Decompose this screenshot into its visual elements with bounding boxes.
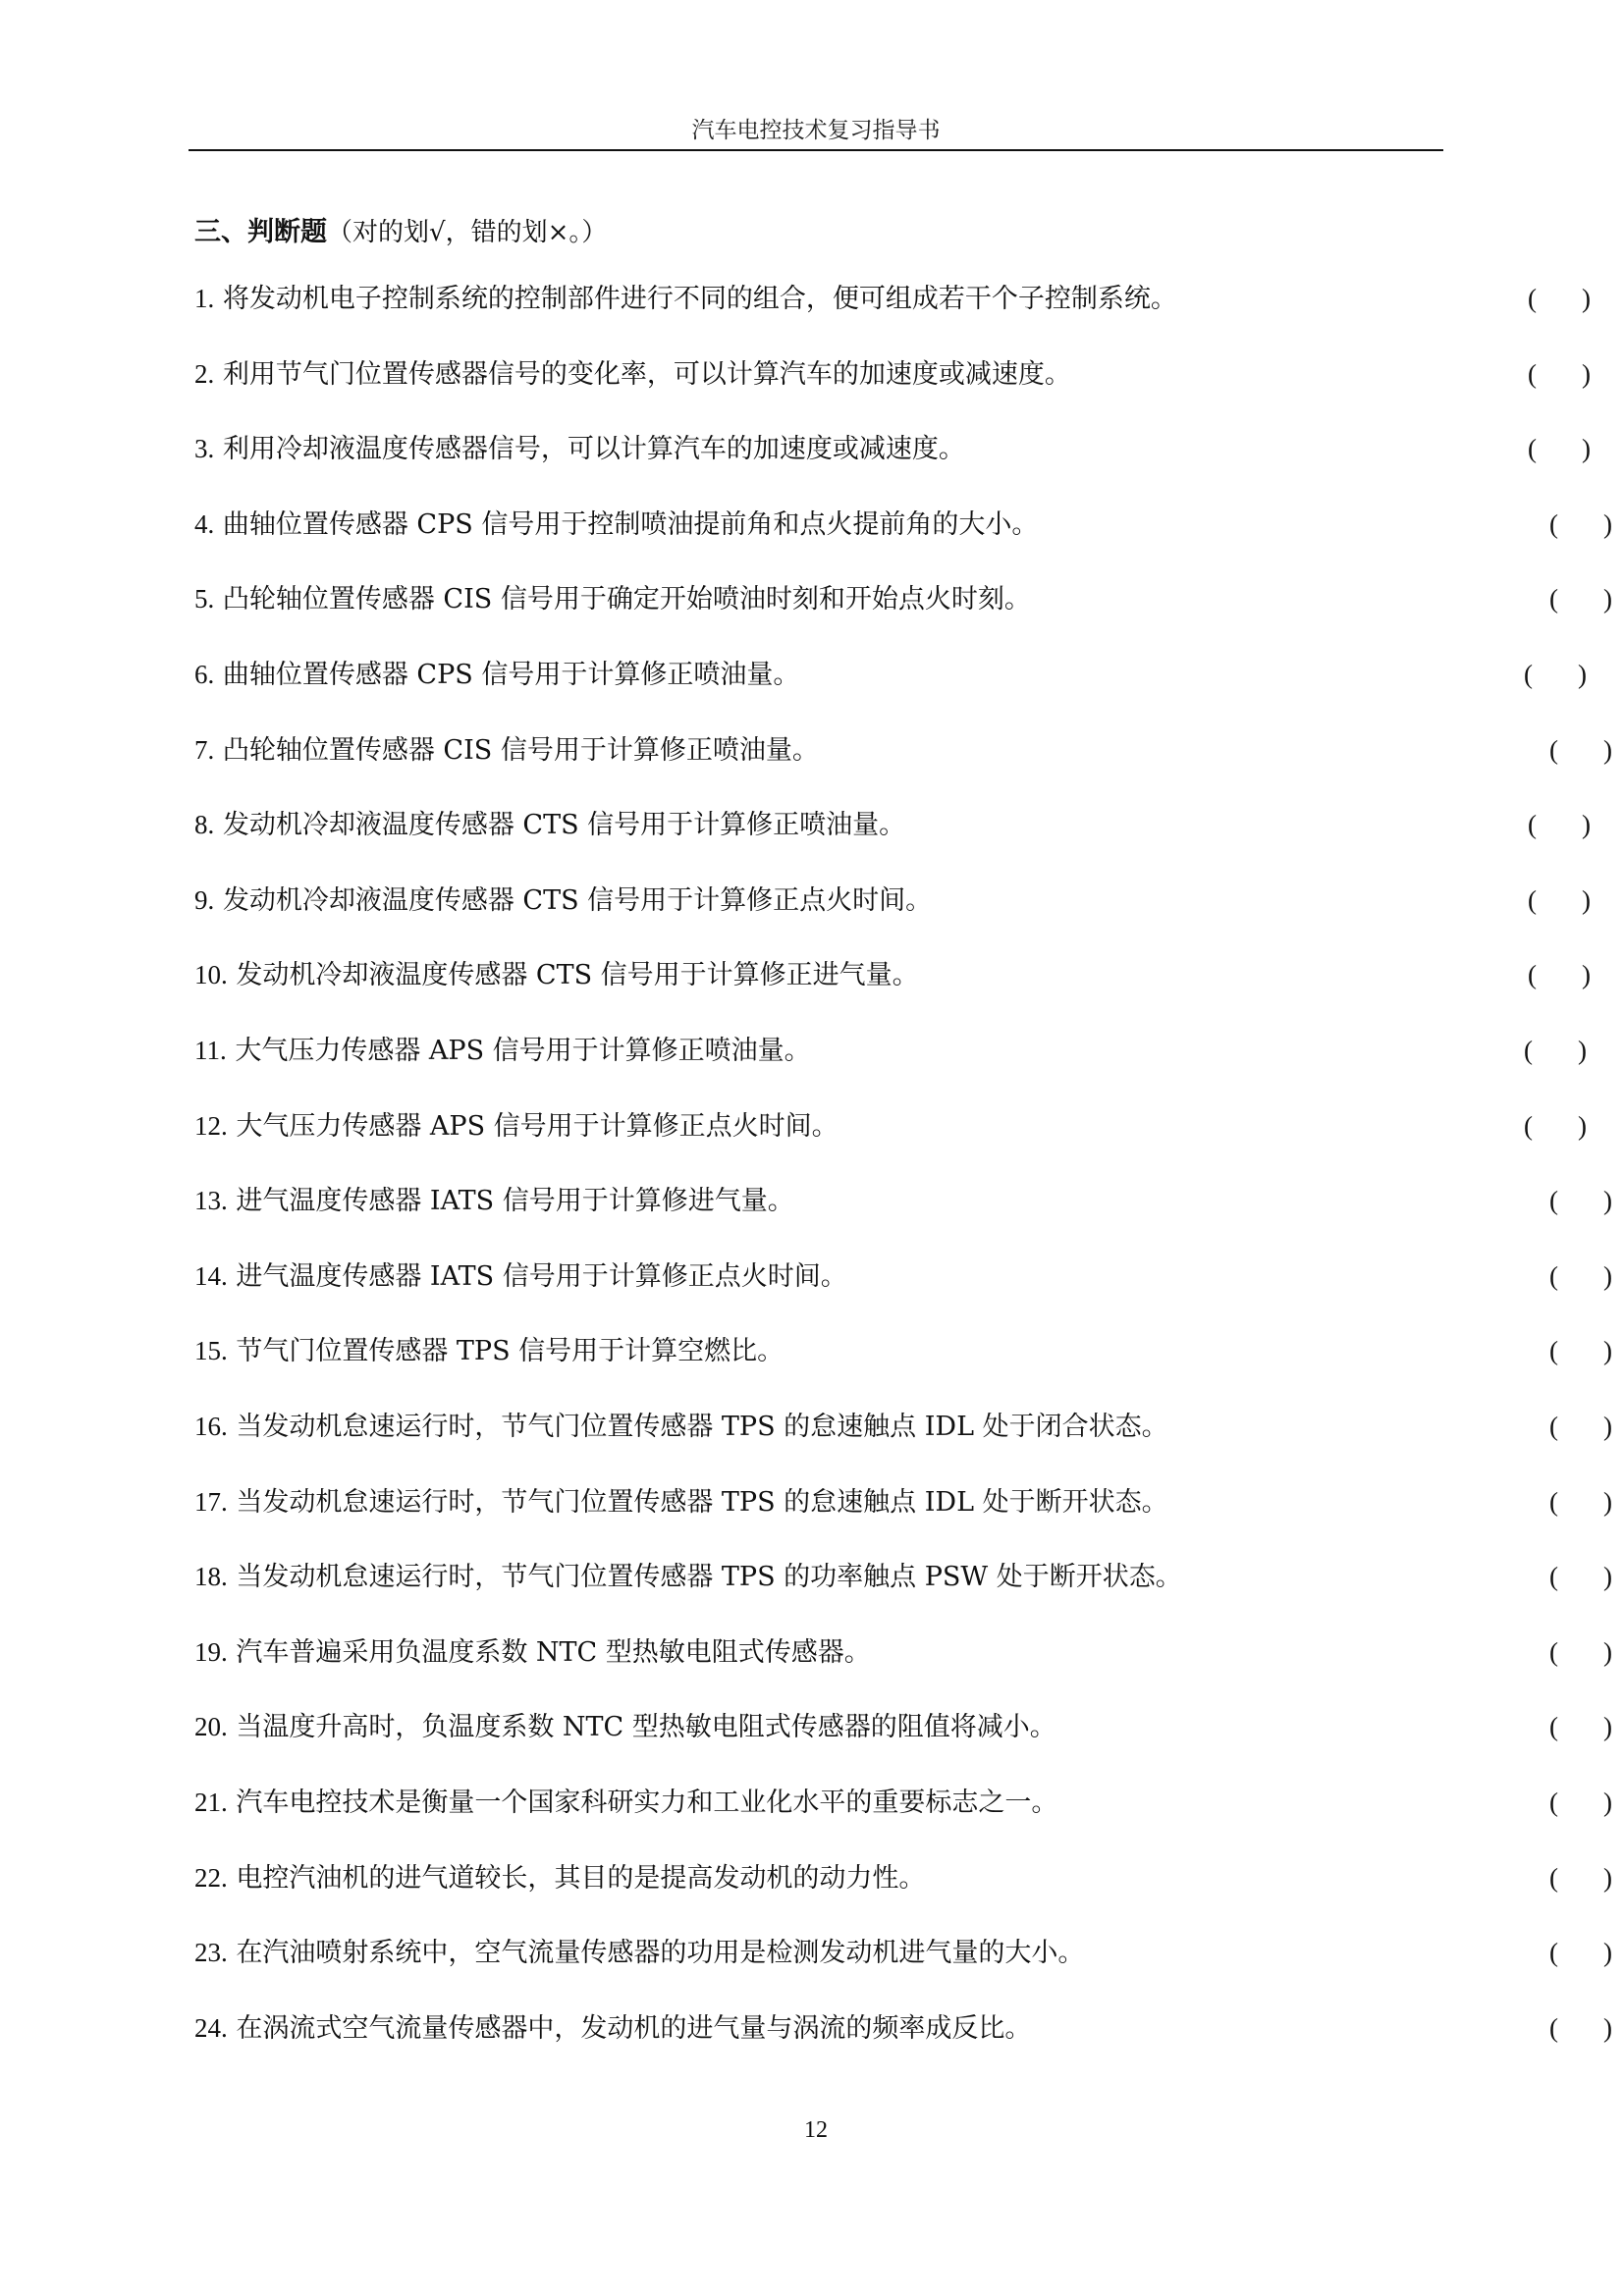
answer-blank[interactable] xyxy=(1549,1407,1612,1446)
answer-blank[interactable] xyxy=(1528,354,1591,394)
answer-paren-close: ) xyxy=(1582,810,1591,840)
answer-paren-open: ( xyxy=(1524,1110,1533,1141)
answer-paren-close: ) xyxy=(1603,734,1612,765)
answer-blank[interactable] xyxy=(1528,279,1591,318)
answer-blank[interactable] xyxy=(1549,1331,1612,1370)
answer-blank[interactable] xyxy=(1528,881,1591,920)
answer-paren-close: ) xyxy=(1582,960,1591,990)
answer-paren-open: ( xyxy=(1549,1486,1558,1517)
section-heading: 三、判断题 xyxy=(194,217,327,247)
answer-blank[interactable] xyxy=(1549,1858,1612,1897)
question-text: 汽车电控技术是衡量一个国家科研实力和工业化水平的重要标志之一。 xyxy=(236,1788,1058,1818)
question-number: 9. xyxy=(194,884,215,915)
question-number: 14. xyxy=(194,1260,228,1291)
question-number: 10. xyxy=(194,960,228,990)
answer-blank[interactable] xyxy=(1549,2008,1612,2048)
answer-paren-close: ) xyxy=(1603,1712,1612,1742)
question-item xyxy=(194,655,1587,694)
answer-paren-open: ( xyxy=(1528,810,1537,840)
question-text: 大气压力传感器 APS 信号用于计算修正点火时间。 xyxy=(236,1110,839,1142)
answer-paren-close: ) xyxy=(1582,884,1591,915)
question-number: 20. xyxy=(194,1712,228,1742)
answer-paren-open: ( xyxy=(1549,1636,1558,1667)
answer-paren-open: ( xyxy=(1528,284,1537,313)
question-item xyxy=(194,279,1591,318)
answer-paren-close: ) xyxy=(1582,434,1591,464)
answer-paren-open: ( xyxy=(1549,1938,1558,1968)
question-item xyxy=(194,1783,1612,1822)
question-text: 凸轮轴位置传感器 CIS 信号用于计算修正喷油量。 xyxy=(222,734,819,766)
answer-paren-open: ( xyxy=(1524,1036,1533,1065)
answer-paren-close: ) xyxy=(1603,584,1612,614)
question-number: 23. xyxy=(194,1938,228,1968)
question-text: 进气温度传感器 IATS 信号用于计算修进气量。 xyxy=(236,1186,794,1217)
answer-paren-open: ( xyxy=(1528,434,1537,464)
question-item xyxy=(194,1256,1612,1296)
question-item xyxy=(194,955,1591,994)
question-text: 当发动机怠速运行时，节气门位置传感器 TPS 的功率触点 PSW 处于断开状态。 xyxy=(236,1562,1182,1593)
answer-paren-open: ( xyxy=(1528,358,1537,389)
answer-paren-open: ( xyxy=(1549,1788,1558,1817)
answer-paren-close: ) xyxy=(1603,1636,1612,1667)
answer-blank[interactable] xyxy=(1549,579,1612,618)
answer-paren-open: ( xyxy=(1524,660,1533,689)
answer-paren-close: ) xyxy=(1603,1186,1612,1216)
question-text: 在汽油喷射系统中，空气流量传感器的功用是检测发动机进气量的大小。 xyxy=(236,1938,1085,1969)
answer-blank[interactable] xyxy=(1549,1632,1612,1672)
answer-paren-close: ) xyxy=(1578,660,1587,689)
question-text: 发动机冷却液温度传感器 CTS 信号用于计算修正进气量。 xyxy=(236,960,919,991)
answer-paren-open: ( xyxy=(1528,960,1537,990)
question-number: 22. xyxy=(194,1862,228,1893)
answer-blank[interactable] xyxy=(1549,1933,1612,1972)
answer-paren-open: ( xyxy=(1549,1712,1558,1742)
question-number: 17. xyxy=(194,1486,228,1517)
answer-blank[interactable] xyxy=(1528,805,1591,844)
answer-paren-close: ) xyxy=(1603,1260,1612,1291)
answer-blank[interactable] xyxy=(1549,1482,1612,1522)
question-item xyxy=(194,429,1591,468)
question-number: 1. xyxy=(194,284,215,313)
question-number: 7. xyxy=(194,734,215,765)
answer-paren-close: ) xyxy=(1603,1938,1612,1968)
section-note: （对的划√，错的划×。） xyxy=(327,218,608,247)
question-item xyxy=(194,1331,1612,1370)
question-number: 19. xyxy=(194,1636,228,1667)
answer-blank[interactable] xyxy=(1549,505,1612,544)
question-number: 16. xyxy=(194,1412,228,1441)
answer-paren-close: ) xyxy=(1603,1562,1612,1592)
question-item xyxy=(194,2008,1612,2048)
header-rule xyxy=(189,149,1443,151)
answer-paren-open: ( xyxy=(1549,2012,1558,2043)
question-number: 5. xyxy=(194,584,215,614)
question-item xyxy=(194,1557,1612,1596)
question-item xyxy=(194,1106,1587,1146)
question-number: 11. xyxy=(194,1036,227,1065)
answer-paren-close: ) xyxy=(1603,1486,1612,1517)
question-text: 发动机冷却液温度传感器 CTS 信号用于计算修正点火时间。 xyxy=(222,884,933,916)
answer-paren-open: ( xyxy=(1549,1260,1558,1291)
answer-blank[interactable] xyxy=(1549,1783,1612,1822)
question-text: 曲轴位置传感器 CPS 信号用于控制喷油提前角和点火提前角的大小。 xyxy=(222,508,1039,540)
question-item xyxy=(194,579,1612,618)
answer-paren-close: ) xyxy=(1603,1336,1612,1366)
answer-paren-close: ) xyxy=(1582,358,1591,389)
question-item xyxy=(194,505,1612,544)
question-number: 24. xyxy=(194,2012,228,2043)
question-text: 当温度升高时，负温度系数 NTC 型热敏电阻式传感器的阻值将减小。 xyxy=(236,1712,1056,1743)
answer-paren-open: ( xyxy=(1549,1186,1558,1216)
answer-paren-close: ) xyxy=(1578,1036,1587,1065)
question-text: 当发动机怠速运行时，节气门位置传感器 TPS 的怠速触点 IDL 处于断开状态。 xyxy=(236,1486,1168,1518)
running-header: 汽车电控技术复习指导书 xyxy=(691,118,941,143)
answer-paren-open: ( xyxy=(1549,734,1558,765)
question-item xyxy=(194,1181,1612,1220)
question-item xyxy=(194,1858,1612,1897)
question-number: 8. xyxy=(194,810,215,840)
answer-paren-close: ) xyxy=(1603,1412,1612,1441)
question-text: 发动机冷却液温度传感器 CTS 信号用于计算修正喷油量。 xyxy=(222,810,906,841)
question-text: 利用节气门位置传感器信号的变化率，可以计算汽车的加速度或减速度。 xyxy=(222,358,1071,390)
question-text: 将发动机电子控制系统的控制部件进行不同的组合，便可组成若干个子控制系统。 xyxy=(222,284,1177,314)
question-number: 2. xyxy=(194,358,215,389)
answer-blank[interactable] xyxy=(1549,730,1612,770)
answer-paren-close: ) xyxy=(1603,508,1612,539)
answer-blank[interactable] xyxy=(1549,1256,1612,1296)
answer-paren-open: ( xyxy=(1549,1412,1558,1441)
question-text: 电控汽油机的进气道较长，其目的是提高发动机的动力性。 xyxy=(236,1862,926,1894)
answer-blank[interactable] xyxy=(1528,429,1591,468)
question-text: 汽车普遍采用负温度系数 NTC 型热敏电阻式传感器。 xyxy=(236,1636,871,1668)
answer-blank[interactable] xyxy=(1549,1181,1612,1220)
question-text: 进气温度传感器 IATS 信号用于计算修正点火时间。 xyxy=(236,1260,847,1292)
question-text: 凸轮轴位置传感器 CIS 信号用于确定开始喷油时刻和开始点火时刻。 xyxy=(222,584,1031,615)
answer-paren-close: ) xyxy=(1603,1788,1612,1817)
answer-paren-open: ( xyxy=(1549,1562,1558,1592)
question-number: 6. xyxy=(194,660,215,689)
answer-paren-open: ( xyxy=(1549,508,1558,539)
question-number: 18. xyxy=(194,1562,228,1592)
question-number: 4. xyxy=(194,508,215,539)
answer-blank[interactable] xyxy=(1549,1557,1612,1596)
answer-paren-close: ) xyxy=(1603,2012,1612,2043)
answer-blank[interactable] xyxy=(1524,1031,1587,1070)
answer-paren-close: ) xyxy=(1582,284,1591,313)
answer-blank[interactable] xyxy=(1528,955,1591,994)
question-number: 12. xyxy=(194,1110,228,1141)
answer-blank[interactable] xyxy=(1549,1707,1612,1746)
question-number: 13. xyxy=(194,1186,228,1216)
question-item xyxy=(194,1632,1612,1672)
question-item xyxy=(194,1407,1612,1446)
question-number: 15. xyxy=(194,1336,228,1366)
question-number: 21. xyxy=(194,1788,228,1817)
question-item xyxy=(194,1482,1612,1522)
question-text: 节气门位置传感器 TPS 信号用于计算空燃比。 xyxy=(236,1336,785,1367)
question-item xyxy=(194,881,1591,920)
question-item xyxy=(194,354,1591,394)
question-item xyxy=(194,730,1612,770)
answer-paren-open: ( xyxy=(1549,1336,1558,1366)
question-number: 3. xyxy=(194,434,215,464)
answer-paren-close: ) xyxy=(1603,1862,1612,1893)
question-item xyxy=(194,1707,1612,1746)
answer-blank[interactable] xyxy=(1524,1106,1587,1146)
question-text: 在涡流式空气流量传感器中，发动机的进气量与涡流的频率成反比。 xyxy=(236,2012,1032,2044)
question-text: 利用冷却液温度传感器信号，可以计算汽车的加速度或减速度。 xyxy=(222,434,965,465)
question-text: 曲轴位置传感器 CPS 信号用于计算修正喷油量。 xyxy=(222,660,800,690)
question-text: 当发动机怠速运行时，节气门位置传感器 TPS 的怠速触点 IDL 处于闭合状态。 xyxy=(236,1412,1168,1442)
answer-paren-open: ( xyxy=(1549,584,1558,614)
question-text: 大气压力传感器 APS 信号用于计算修正喷油量。 xyxy=(235,1036,811,1066)
answer-blank[interactable] xyxy=(1524,655,1587,694)
question-item xyxy=(194,1933,1612,1972)
page-number: 12 xyxy=(804,2117,828,2143)
answer-paren-open: ( xyxy=(1528,884,1537,915)
answer-paren-open: ( xyxy=(1549,1862,1558,1893)
answer-paren-close: ) xyxy=(1578,1110,1587,1141)
section-title xyxy=(194,210,607,248)
question-item xyxy=(194,805,1591,844)
question-item xyxy=(194,1031,1587,1070)
